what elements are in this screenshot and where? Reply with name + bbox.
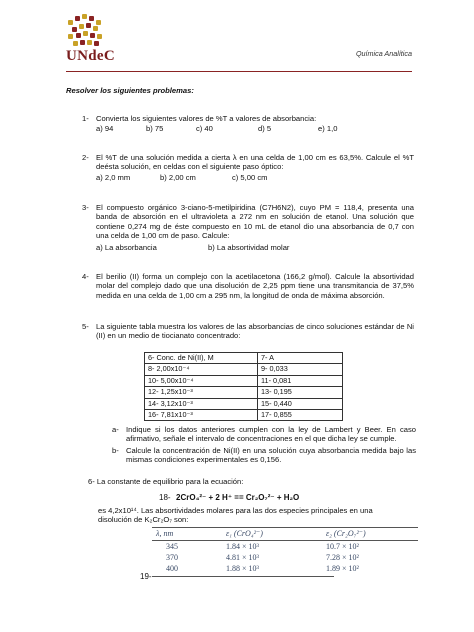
subitem-b-text: Calcule la concentración de Ni(II) en una solución cuya absorbancia medida bajo las mismas condiciones experimentales es 0,156.: [126, 446, 416, 465]
molar-absorptivity-table: [152, 527, 418, 574]
table-header-row: [152, 528, 418, 541]
table-row: [145, 353, 343, 364]
header-divider: [66, 71, 412, 72]
subitem-b-label: b-: [112, 446, 119, 455]
table-cell: 1.84 × 10³: [226, 541, 259, 551]
option: a) La absorbancia: [96, 243, 157, 252]
header-cell: λ, nm: [152, 528, 222, 541]
option: b) 75: [146, 124, 164, 133]
problem-5-number: 5-: [82, 322, 89, 331]
option: c) 40: [196, 124, 213, 133]
problem-6-intro: 6- La constante de equilibrio para la ecuación:: [88, 477, 244, 486]
table-row: [145, 375, 343, 386]
option: a) 94: [96, 124, 114, 133]
table-row: [145, 398, 343, 409]
header-cell: ε₂ (Cr₂O₇²⁻): [322, 528, 418, 541]
table-cell: 12- 1,25x10⁻³: [145, 387, 258, 398]
table-cell: 8- 2,00x10⁻⁴: [145, 364, 258, 375]
table-cell: 16- 7,81x10⁻³: [145, 410, 258, 421]
equation-number: 18-: [159, 493, 171, 502]
table-cell: 10- 5,00x10⁻⁴: [145, 375, 258, 386]
table-row: [145, 410, 343, 421]
table-cell: 7- A: [258, 353, 343, 364]
brand-name: UNdeC: [66, 48, 115, 64]
problem-2-options: [96, 173, 414, 182]
course-subject: Química Analítica: [355, 49, 412, 58]
option: d) 5: [258, 124, 272, 133]
option: b) 2,00 cm: [160, 173, 196, 182]
table-row: [145, 387, 343, 398]
subitem-a-text: Indique si los datos anteriores cumplen con la ley de Lambert y Beer. En caso afirmativo, señale el intervalo de concentraciones en el que dicha ley se cumple.: [126, 425, 416, 444]
problem-4-text: El berilio (II) forma un complejo con la acetilacetona (166,2 g/mol). Calcule la absortividad molar del complejo dado que una disolución de 2,25 ppm tiene una transmitancia de 37,5% medida en una celda de 1,00 cm a 295 nm, la longitud de onda de máxima absorción.: [96, 272, 414, 300]
table-row: [152, 541, 418, 553]
table-row: [145, 364, 343, 375]
option: a) 2,0 mm: [96, 173, 131, 182]
table-cell: 17- 0,855: [258, 410, 343, 421]
table-cell: 370: [166, 552, 178, 562]
problem-3-options: [96, 243, 414, 252]
option: e) 1,0: [318, 124, 338, 133]
problem-1-number: 1-: [82, 114, 89, 123]
table-cell: 345: [166, 541, 178, 551]
table-cell: 400: [166, 563, 178, 573]
table-cell: 6- Conc. de Ni(II), M: [145, 353, 258, 364]
table-row: [152, 552, 418, 563]
table-row: [152, 563, 418, 574]
problem-1-text: Convierta los siguientes valores de %T a valores de absorbancia:: [96, 114, 317, 123]
table-cell: 13- 0,195: [258, 387, 343, 398]
table-cell: 14- 3,12x10⁻³: [145, 398, 258, 409]
problem-1-options: [96, 124, 414, 133]
option: b) La absortividad molar: [208, 243, 290, 252]
problem-6-text: es 4,2x10¹⁴. Las absortividades molares para las dos especies principales en una disolución de K₂Cr₂O₇ son:: [98, 506, 373, 525]
table-cell: 1.89 × 10²: [326, 563, 359, 573]
problem-5-text: La siguiente tabla muestra los valores de las absorbancias de cinco soluciones estándar de Ni (II) en un medio de tiocianato concentrado:: [96, 322, 414, 341]
table-bottom-rule: [152, 576, 334, 577]
equilibrium-equation: 2CrO₄²⁻ + 2 H⁺ == Cr₂O₇²⁻ + H₂O: [176, 493, 300, 502]
problem-4-number: 4-: [82, 272, 89, 281]
table-cell: 11- 0,081: [258, 375, 343, 386]
table-cell: 9- 0,033: [258, 364, 343, 375]
table-cell: 7.28 × 10²: [326, 552, 359, 562]
table-cell: 10.7 × 10²: [326, 541, 359, 551]
problem-2-number: 2-: [82, 153, 89, 162]
item-19-label: 19-: [140, 572, 152, 581]
subitem-a-label: a-: [112, 425, 119, 434]
nickel-absorbance-table: [144, 352, 343, 421]
problem-3-number: 3-: [82, 203, 89, 212]
instructions-heading: Resolver los siguientes problemas:: [66, 86, 194, 95]
table-cell: 4.81 × 10³: [226, 552, 259, 562]
problem-2-text: El %T de una solución medida a cierta λ en una celda de 1,00 cm es 63,5%. Calcule el %T deésta solución, en celdas con el siguiente paso óptico:: [96, 153, 414, 172]
header-cell: ε₁ (CrO₄²⁻): [222, 528, 322, 541]
table-cell: 15- 0,440: [258, 398, 343, 409]
problem-3-text: El compuesto orgánico 3-ciano-5-metilpiridina (C7H6N2), cuyo PM = 118,4, presenta una banda de absorción en el ultravioleta a 272 nm en solución de etanol. Una solución que contiene 0,274 mg de éste compuesto en 10 mL de etanol dio una absorbancia de 0,7 con una celda de 1,00 cm de paso. Calcule:: [96, 203, 414, 241]
table-cell: 1.88 × 10³: [226, 563, 259, 573]
option: c) 5,00 cm: [232, 173, 268, 182]
